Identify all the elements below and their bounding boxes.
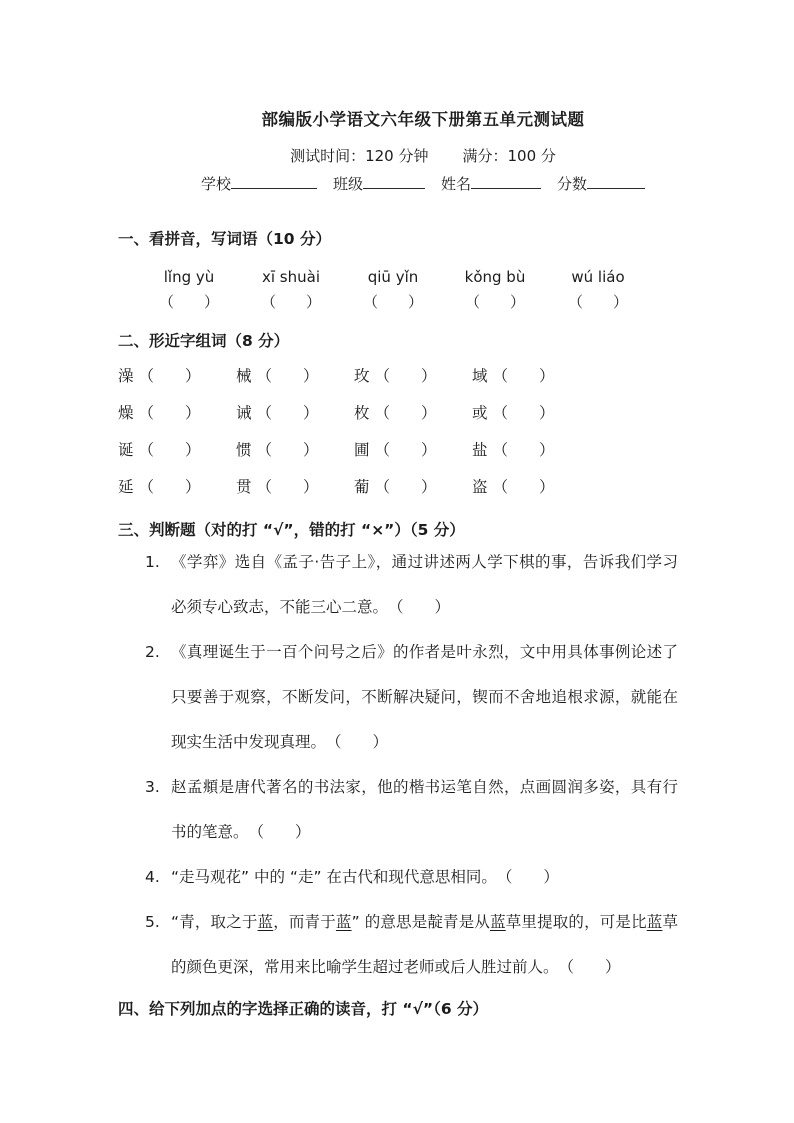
answer-bracket: （ ） [374, 478, 437, 496]
score-blank-line [587, 173, 645, 189]
character: 玫 [354, 367, 370, 385]
section3-heading: 三、判断题（对的打 “√”，错的打 “×”）（5 分） [118, 521, 465, 539]
full-score: 满分：100 分 [462, 147, 556, 165]
character: 枚 [354, 404, 370, 422]
section1-heading: 一、看拼音，写词语（10 分） [118, 230, 331, 248]
char-pair-cell [354, 438, 472, 460]
character: 盐 [472, 441, 488, 459]
underlined-term: 蓝 [335, 913, 352, 931]
answer-bracket-row [138, 291, 650, 312]
char-pair-cell [472, 475, 590, 497]
char-pair-cell [118, 401, 236, 423]
character: 或 [472, 404, 488, 422]
question-number: 1. [145, 553, 160, 571]
question-item [118, 765, 694, 855]
class-label: 班级 [332, 175, 363, 193]
character: 澡 [118, 367, 134, 385]
underlined-term: 蓝 [646, 913, 663, 931]
pinyin-word: lǐng yù [163, 268, 215, 286]
question-number: 2. [145, 643, 160, 661]
character: 诫 [236, 404, 252, 422]
student-info-line [173, 173, 673, 194]
name-label: 姓名 [441, 175, 472, 193]
char-pair-cell [472, 438, 590, 460]
character: 域 [472, 367, 488, 385]
char-pair-cell [236, 364, 354, 386]
char-pair-cell [354, 401, 472, 423]
character: 葡 [354, 478, 370, 496]
answer-bracket: （ ） [138, 441, 201, 459]
question-item [118, 630, 694, 765]
question-text-segment: 草里提取的，可是比 [505, 913, 647, 931]
answer-bracket: （ ） [138, 478, 201, 496]
name-blank-line [471, 173, 541, 189]
char-pair-cell [472, 364, 590, 386]
question-number: 5. [145, 913, 160, 931]
question-number: 3. [145, 778, 160, 796]
underlined-term: 蓝 [490, 913, 506, 931]
answer-bracket: （ ） [492, 478, 555, 496]
answer-bracket: （ ） [158, 293, 219, 311]
char-pair-cell [236, 475, 354, 497]
answer-bracket: （ ） [374, 441, 437, 459]
character: 燥 [118, 404, 134, 422]
underlined-term: 蓝 [257, 913, 274, 931]
question-number: 4. [145, 868, 160, 886]
class-blank-line [363, 173, 425, 189]
pinyin-row [138, 268, 650, 286]
pinyin-word: xī shuài [261, 268, 320, 286]
question-text-segment: “青，取之于 [171, 913, 258, 931]
similar-char-grid [118, 364, 590, 497]
paper-title: 部编版小学语文六年级下册第五单元测试题 [261, 110, 585, 129]
score-label: 分数 [557, 175, 588, 193]
char-pair-cell [236, 438, 354, 460]
char-pair-cell [472, 401, 590, 423]
pinyin-word: kǒng bù [464, 268, 526, 286]
section4-heading: 四、给下列加点的字选择正确的读音，打 “√”（6 分） [118, 1000, 489, 1018]
answer-bracket: （ ） [138, 367, 201, 385]
answer-bracket: （ ） [256, 441, 319, 459]
answer-bracket: （ ） [138, 404, 201, 422]
pinyin-word: wú liáo [571, 268, 625, 286]
answer-bracket: （ ） [492, 404, 555, 422]
question-text-segment: ” 的意思是靛青是从 [351, 913, 491, 931]
answer-bracket: （ ） [464, 293, 525, 311]
school-label: 学校 [200, 175, 231, 193]
question-text: 《真理诞生于一百个问号之后》的作者是叶永烈，文中用具体事例论述了只要善于观察，不断发问，不断解决疑问，锲而不舍地追根求源，就能在现实生活中发现真理。 （ ） [171, 643, 678, 751]
question-item [118, 900, 694, 990]
char-pair-cell [236, 401, 354, 423]
true-false-questions [118, 540, 694, 990]
question-text: 赵孟頫是唐代著名的书法家，他的楷书运笔自然，点画圆润多姿，具有行书的笔意。 （ ） [171, 778, 678, 841]
answer-bracket: （ ） [256, 404, 319, 422]
question-text-segment: ，而青于 [273, 913, 336, 931]
question-item [118, 540, 694, 630]
answer-bracket: （ ） [567, 293, 628, 311]
paper-meta [173, 145, 673, 166]
answer-bracket: （ ） [256, 367, 319, 385]
answer-bracket: （ ） [256, 478, 319, 496]
section2-heading: 二、形近字组词（8 分） [118, 332, 290, 350]
character: 惯 [236, 441, 252, 459]
question-text [171, 900, 694, 990]
character: 盗 [472, 478, 488, 496]
pinyin-word: qiū yǐn [367, 268, 419, 286]
character: 圃 [354, 441, 370, 459]
question-text: 《学弈》选自《孟子·告子上》，通过讲述两人学下棋的事，告诉我们学习必须专心致志，不能三心二意。 （ ） [171, 553, 678, 616]
char-pair-cell [118, 438, 236, 460]
character: 延 [118, 478, 134, 496]
char-pair-cell [118, 475, 236, 497]
answer-bracket: （ ） [374, 404, 437, 422]
question-text: “走马观花” 中的 “走” 在古代和现代意思相同。 （ ） [171, 868, 559, 886]
answer-bracket: （ ） [362, 293, 423, 311]
character: 诞 [118, 441, 134, 459]
question-item [118, 855, 694, 900]
answer-bracket: （ ） [492, 367, 555, 385]
character: 贯 [236, 478, 252, 496]
char-pair-cell [118, 364, 236, 386]
answer-bracket: （ ） [492, 441, 555, 459]
school-blank-line [231, 173, 317, 189]
paper-header [173, 106, 673, 194]
question-text-segment: 草的颜色更深，常用来比喻学生超过老师或后人胜过前人。 （ ） [171, 913, 678, 976]
test-time: 测试时间：120 分钟 [290, 147, 429, 165]
character: 械 [236, 367, 252, 385]
char-pair-cell [354, 364, 472, 386]
answer-bracket: （ ） [374, 367, 437, 385]
answer-bracket: （ ） [260, 293, 321, 311]
char-pair-cell [354, 475, 472, 497]
